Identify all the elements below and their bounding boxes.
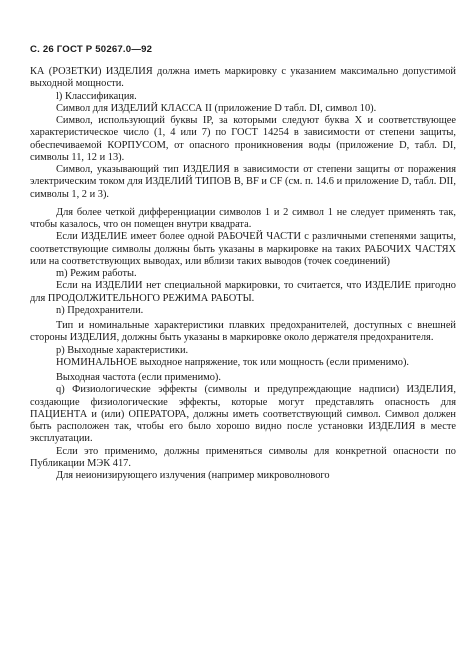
- paragraph: Если ИЗДЕЛИЕ имеет более одной РАБОЧЕЙ ЧАСТИ с различными степенями защиты, соответствующие символы должны быть указаны в маркировке на таких РАБОЧИХ ЧАСТЯХ или на соответствующих выводах, или вблизи таких выводов (точек соединений): [30, 231, 456, 267]
- item-n-heading: n) Предохранители.: [56, 304, 144, 316]
- paragraph: Тип и номинальные характеристики плавких предохранителей, доступных с внешней стороны ИЗДЕЛИЯ, должны быть указаны в маркировке около держателя предохранителя.: [30, 320, 456, 344]
- item-p-heading: p) Выходные характеристики.: [56, 344, 189, 356]
- paragraph: Символ, использующий буквы IP, за которыми следуют буква X и соответствующее характеристическое число (1, 4 или 7) по ГОСТ 14254 в зависимости от степени защиты, обеспечиваемой КОРПУСОМ, от опасного проникновения воды (приложение D, табл. DI, символы 11, 12 и 13).: [30, 115, 456, 163]
- paragraph: НОМИНАЛЬНОЕ выходное напряжение, ток или мощность (если применимо).: [56, 356, 410, 368]
- item-q-paragraph: q) Физиологические эффекты (символы и предупреждающие надписи) ИЗДЕЛИЯ, создающие физиологические эффекты, которые могут представлять опасность для ПАЦИЕНТА и (или) ОПЕРАТОРА, должны иметь соответствующий символ. Символ должен быть расположен так, чтобы его было хорошо видно после установки ИЗДЕЛИЯ в месте эксплуатации.: [30, 384, 456, 445]
- paragraph: Выходная частота (если применимо).: [56, 372, 221, 383]
- paragraph: Если это применимо, должны применяться символы для конкретной опасности по Публикации МЭК 417.: [30, 445, 456, 469]
- paragraph: Для неионизирующего излучения (например микроволнового: [56, 470, 330, 481]
- paragraph: Символ для ИЗДЕЛИЙ КЛАССА II (приложение D табл. DI, символ 10).: [56, 102, 377, 114]
- item-m-heading: m) Режим работы.: [56, 268, 137, 279]
- paragraph-continuation: КА (РОЗЕТКИ) ИЗДЕЛИЯ должна иметь маркировку с указанием максимально допустимой выходной мощности.: [30, 66, 456, 90]
- paragraph: Символ, указывающий тип ИЗДЕЛИЯ в зависимости от степени защиты от поражения электрическим током для ИЗДЕЛИЙ ТИПОВ В, BF и CF (см. п. 14.6 и приложение D, табл. DII, символы 1, 2 и 3).: [30, 164, 456, 200]
- paragraph: Если на ИЗДЕЛИИ нет специальной маркировки, то считается, что ИЗДЕЛИЕ пригодно для ПРОДОЛЖИТЕЛЬНОГО РЕЖИМА РАБОТЫ.: [30, 280, 456, 304]
- paragraph: Для более четкой дифференциации символов 1 и 2 символ 1 не следует применять так, чтобы казалось, что он помещен внутри квадрата.: [30, 206, 456, 230]
- page-header: С. 26 ГОСТ Р 50267.0—92: [30, 44, 153, 55]
- item-l-heading: l) Классификация.: [56, 90, 137, 102]
- document-body: [30, 66, 456, 482]
